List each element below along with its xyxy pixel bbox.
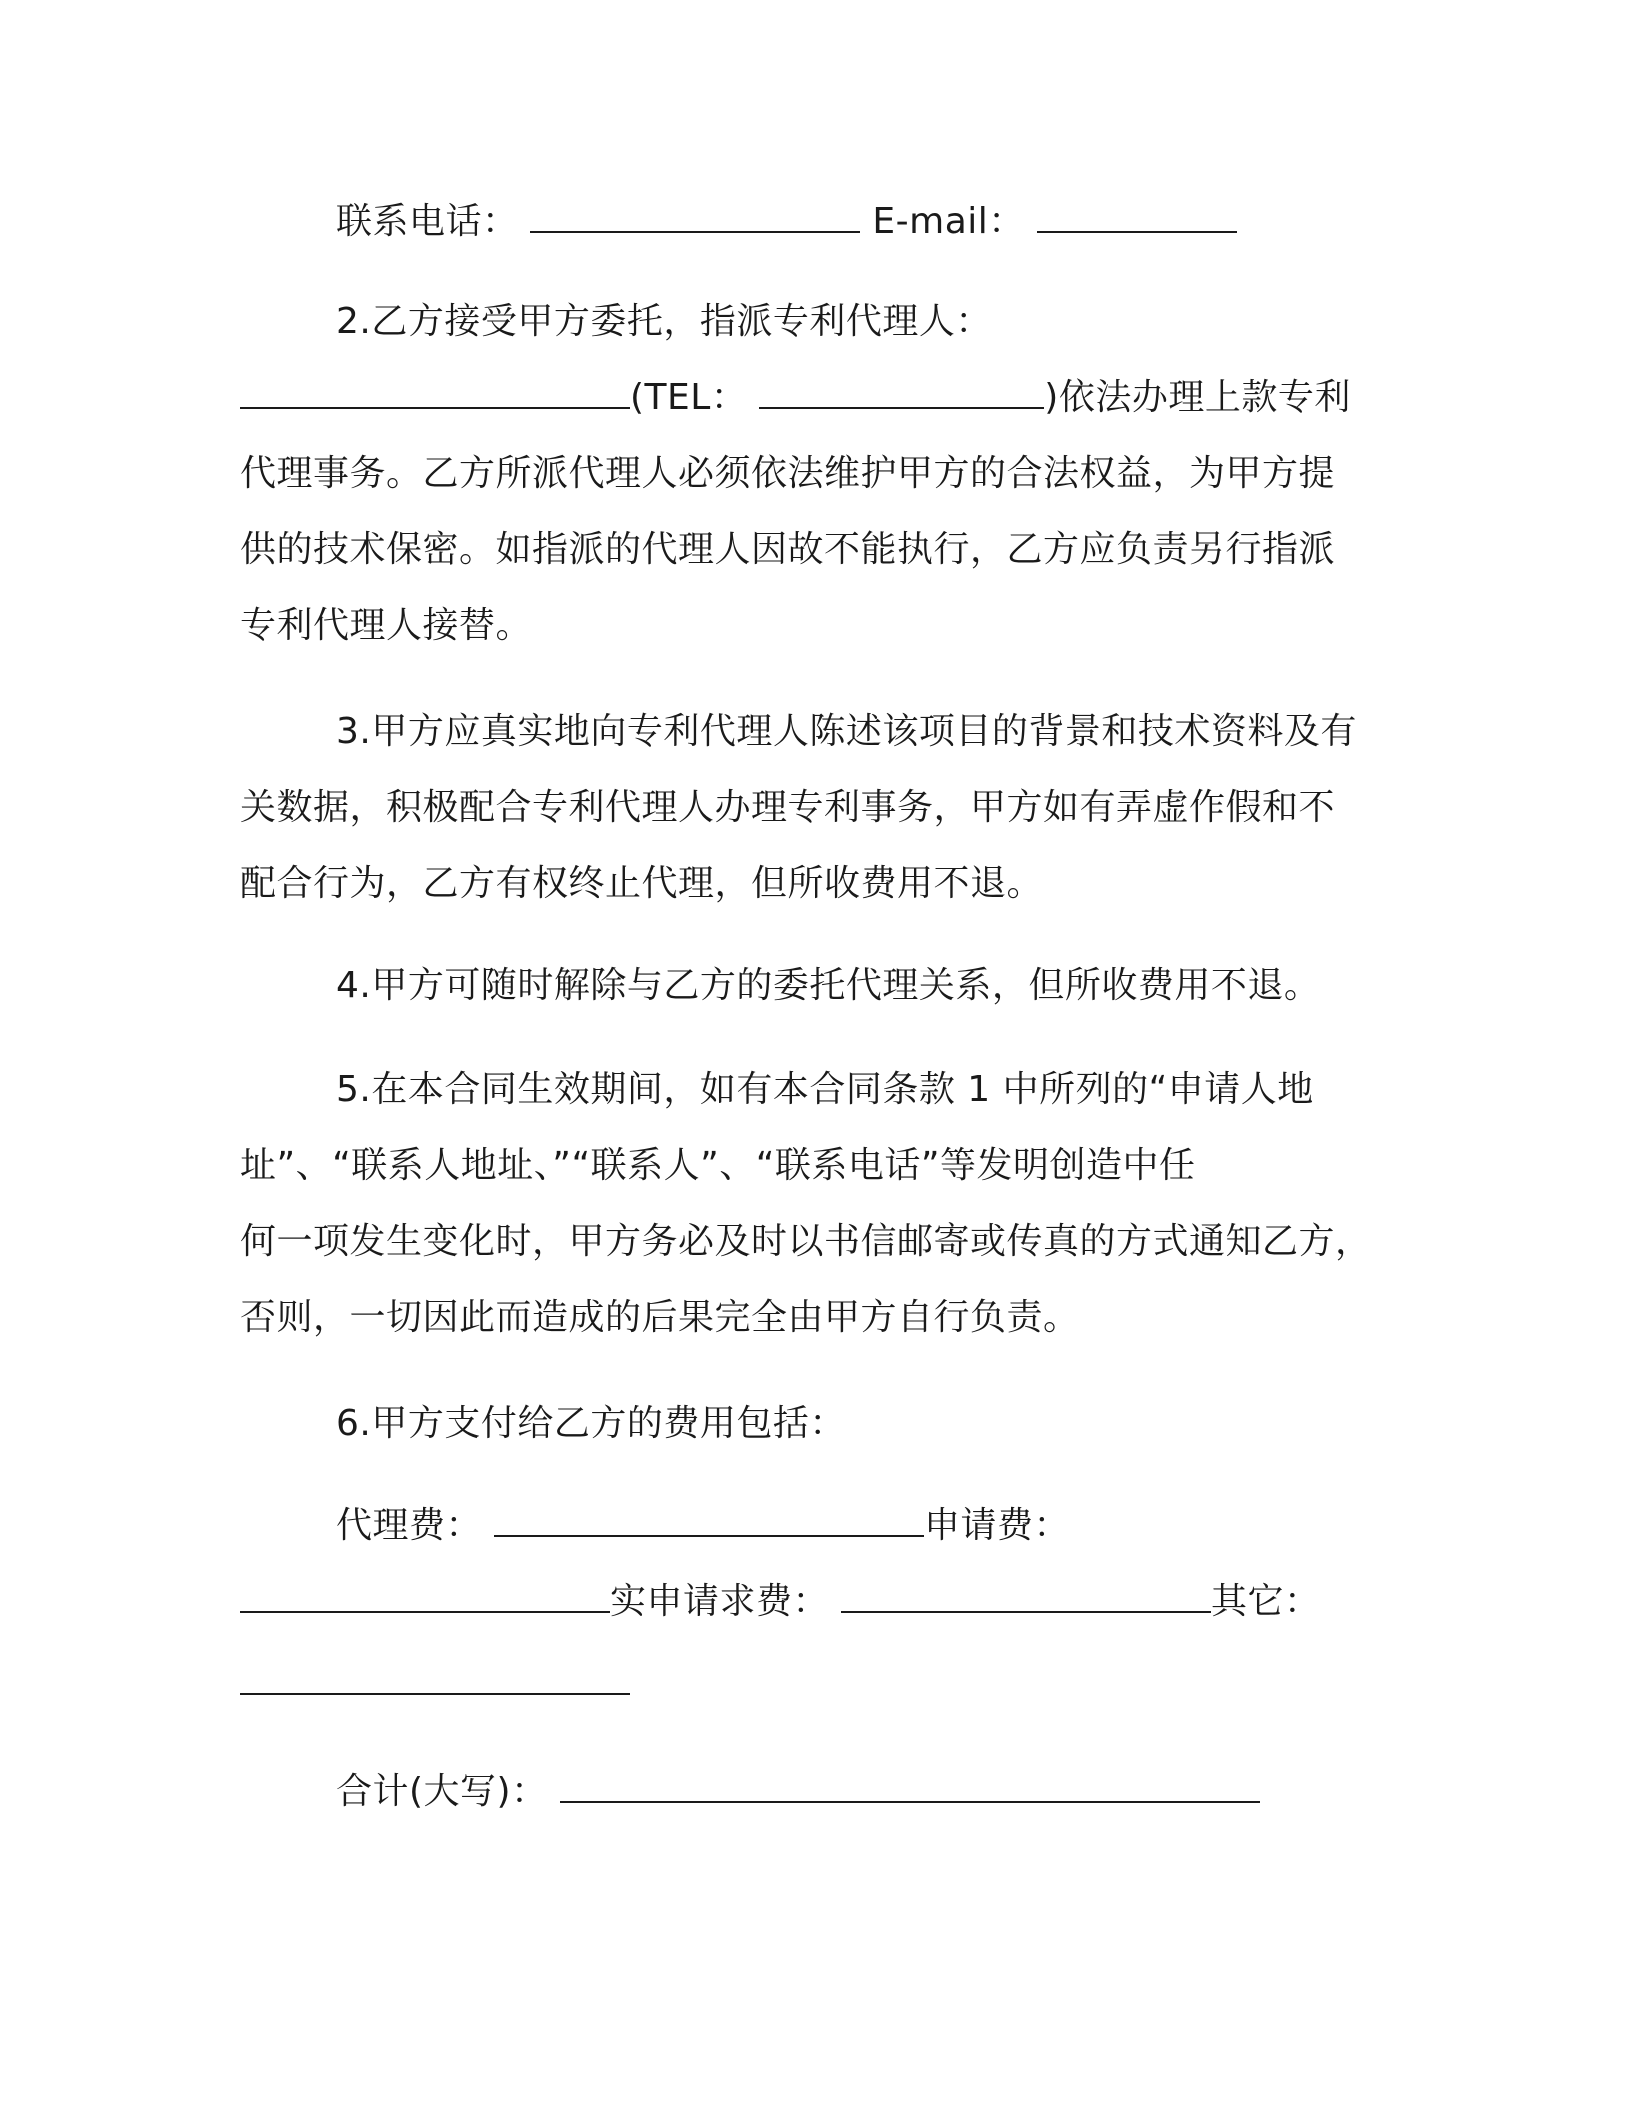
clause3-line3: 配合行为，乙方有权终止代理，但所收费用不退。: [240, 863, 1044, 904]
clause2-line5: 专利代理人接替。: [240, 605, 533, 646]
total-line: [336, 1768, 1260, 1816]
phone-blank[interactable]: [530, 199, 860, 233]
clause2-line2: [240, 374, 1351, 422]
clause5-line3: 何一项发生变化时，甲方务必及时以书信邮寄或传真的方式通知乙方，: [240, 1221, 1372, 1262]
email-blank[interactable]: [1037, 199, 1237, 233]
agent-fee-blank[interactable]: [494, 1503, 924, 1537]
clause2-line3: 代理事务。乙方所派代理人必须依法维护甲方的合法权益，为甲方提: [240, 453, 1336, 494]
clause5-line1: 5.在本合同生效期间，如有本合同条款 1 中所列的“申请人地: [336, 1069, 1314, 1110]
clause2-line2-tail: )依法办理上款专利: [1044, 377, 1351, 418]
fees-line1: [336, 1502, 1070, 1550]
total-label: 合计(大写)：: [336, 1771, 548, 1812]
fees-line2: [240, 1578, 1320, 1626]
total-blank[interactable]: [560, 1769, 1260, 1803]
agent-tel-blank[interactable]: [759, 375, 1044, 409]
tel-label: (TEL：: [630, 377, 748, 418]
exam-fee-blank[interactable]: [841, 1579, 1211, 1613]
application-fee-blank[interactable]: [240, 1579, 610, 1613]
agent-fee-label: 代理费：: [336, 1505, 483, 1546]
clause5-line2: 址”、“联系人地址、”“联系人”、“联系电话”等发明创造中任: [240, 1145, 1196, 1186]
fees-line3: [240, 1660, 630, 1708]
clause4-line1: 4.甲方可随时解除与乙方的委托代理关系，但所收费用不退。: [336, 965, 1321, 1006]
phone-label: 联系电话：: [336, 201, 519, 242]
other-fee-blank[interactable]: [240, 1661, 630, 1695]
other-fee-label: 其它：: [1210, 1581, 1321, 1622]
clause2-line1: 2.乙方接受甲方委托，指派专利代理人：: [336, 301, 992, 342]
clause6-line1: 6.甲方支付给乙方的费用包括：: [336, 1403, 846, 1444]
clause3-line1: 3.甲方应真实地向专利代理人陈述该项目的背景和技术资料及有: [336, 711, 1357, 752]
clause3-line2: 关数据，积极配合专利代理人办理专利事务，甲方如有弄虚作假和不: [240, 787, 1336, 828]
exam-fee-label: 实申请求费：: [610, 1581, 830, 1622]
clause5-line4: 否则，一切因此而造成的后果完全由甲方自行负责。: [240, 1297, 1080, 1338]
contact-line: [336, 198, 1237, 246]
email-label: E-mail：: [872, 201, 1025, 242]
clause2-line4: 供的技术保密。如指派的代理人因故不能执行，乙方应负责另行指派: [240, 529, 1336, 570]
agent-name-blank[interactable]: [240, 375, 630, 409]
application-fee-label: 申请费：: [923, 1505, 1070, 1546]
